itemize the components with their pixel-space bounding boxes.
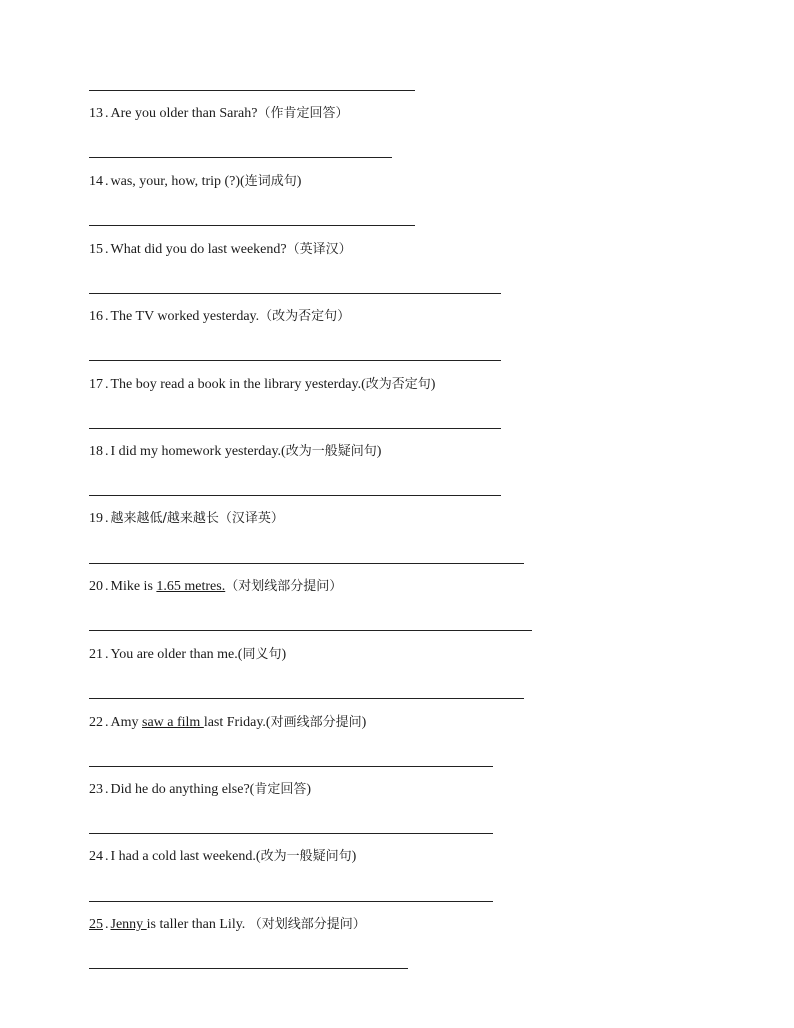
question-separator: . bbox=[105, 444, 109, 459]
answer-line-12 bbox=[89, 90, 415, 91]
question-text: What did you do last weekend? bbox=[110, 242, 287, 257]
instruction-text: 改为一般疑问句 bbox=[285, 444, 377, 459]
question-text: You are older than me.( bbox=[110, 647, 243, 662]
question-24 bbox=[89, 848, 356, 866]
question-separator: . bbox=[105, 917, 109, 932]
question-separator: . bbox=[105, 309, 109, 324]
question-separator: . bbox=[105, 174, 109, 189]
question-15 bbox=[89, 241, 352, 259]
question-text: ) bbox=[376, 444, 382, 459]
question-text: last Friday.( bbox=[203, 715, 271, 730]
question-separator: . bbox=[105, 106, 109, 121]
question-text: Are you older than Sarah? bbox=[110, 106, 258, 121]
instruction-text: （英译汉） bbox=[286, 242, 352, 257]
question-separator: . bbox=[105, 579, 109, 594]
question-17 bbox=[89, 376, 435, 394]
underlined-text: 1.65 metres. bbox=[156, 579, 226, 594]
question-14 bbox=[89, 173, 301, 191]
question-20 bbox=[89, 578, 342, 596]
underlined-text: Jenny bbox=[110, 917, 147, 932]
instruction-text: （改为否定句） bbox=[259, 309, 351, 324]
instruction-text: 连词成句 bbox=[244, 174, 297, 189]
answer-line-20 bbox=[89, 630, 532, 631]
question-separator: . bbox=[105, 377, 109, 392]
question-text: was, your, how, trip (?)( bbox=[110, 174, 245, 189]
answer-line-19 bbox=[89, 563, 524, 564]
answer-line-16 bbox=[89, 360, 501, 361]
instruction-text: 改为一般疑问句 bbox=[260, 849, 352, 864]
question-number: 25 bbox=[89, 917, 103, 932]
question-number: 16 bbox=[89, 309, 103, 324]
underlined-text: saw a film bbox=[142, 715, 204, 730]
question-text: Mike is bbox=[110, 579, 157, 594]
answer-line-25 bbox=[89, 968, 408, 969]
question-text: The boy read a book in the library yesterday.( bbox=[110, 377, 366, 392]
answer-line-15 bbox=[89, 293, 501, 294]
answer-line-21 bbox=[89, 698, 524, 699]
question-number: 18 bbox=[89, 444, 103, 459]
question-18 bbox=[89, 443, 381, 461]
question-number: 21 bbox=[89, 647, 103, 662]
question-number: 23 bbox=[89, 782, 103, 797]
question-25 bbox=[89, 916, 366, 934]
question-separator: . bbox=[105, 242, 109, 257]
question-text: Did he do anything else?( bbox=[110, 782, 255, 797]
answer-line-17 bbox=[89, 428, 501, 429]
question-text: ) bbox=[306, 782, 312, 797]
question-number: 20 bbox=[89, 579, 103, 594]
question-number: 13 bbox=[89, 106, 103, 121]
question-16 bbox=[89, 308, 350, 326]
question-22 bbox=[89, 714, 366, 732]
instruction-text: （对划线部分提问） bbox=[225, 579, 343, 594]
answer-line-13 bbox=[89, 157, 392, 158]
answer-line-22 bbox=[89, 766, 493, 767]
instruction-text: （对划线部分提问） bbox=[248, 917, 366, 932]
question-21 bbox=[89, 646, 286, 664]
question-23 bbox=[89, 781, 311, 799]
question-number: 15 bbox=[89, 242, 103, 257]
question-text: I had a cold last weekend.( bbox=[110, 849, 261, 864]
instruction-text: 对画线部分提问 bbox=[270, 715, 362, 730]
question-text: ) bbox=[430, 377, 436, 392]
question-text: ) bbox=[351, 849, 357, 864]
question-text: is taller than Lily. bbox=[146, 917, 249, 932]
question-separator: . bbox=[105, 782, 109, 797]
question-number: 14 bbox=[89, 174, 103, 189]
question-text: The TV worked yesterday. bbox=[110, 309, 260, 324]
question-text: Amy bbox=[110, 715, 142, 730]
instruction-text: 肯定回答 bbox=[254, 782, 307, 797]
answer-line-14 bbox=[89, 225, 415, 226]
question-19 bbox=[89, 510, 284, 528]
instruction-text: （作肯定回答） bbox=[257, 106, 349, 121]
question-separator: . bbox=[105, 715, 109, 730]
question-text: ) bbox=[361, 715, 367, 730]
answer-line-23 bbox=[89, 833, 493, 834]
question-number: 17 bbox=[89, 377, 103, 392]
question-separator: . bbox=[105, 647, 109, 662]
question-number: 24 bbox=[89, 849, 103, 864]
question-separator: . bbox=[105, 511, 109, 526]
instruction-text: 越来越低/越来越长（汉译英） bbox=[110, 511, 284, 526]
question-number: 22 bbox=[89, 715, 103, 730]
question-text: ) bbox=[281, 647, 287, 662]
question-separator: . bbox=[105, 849, 109, 864]
question-number: 19 bbox=[89, 511, 103, 526]
instruction-text: 同义句 bbox=[242, 647, 282, 662]
answer-line-24 bbox=[89, 901, 493, 902]
question-text: I did my homework yesterday.( bbox=[110, 444, 286, 459]
question-text: ) bbox=[296, 174, 302, 189]
instruction-text: 改为否定句 bbox=[365, 377, 431, 392]
answer-line-18 bbox=[89, 495, 501, 496]
question-13 bbox=[89, 105, 348, 123]
